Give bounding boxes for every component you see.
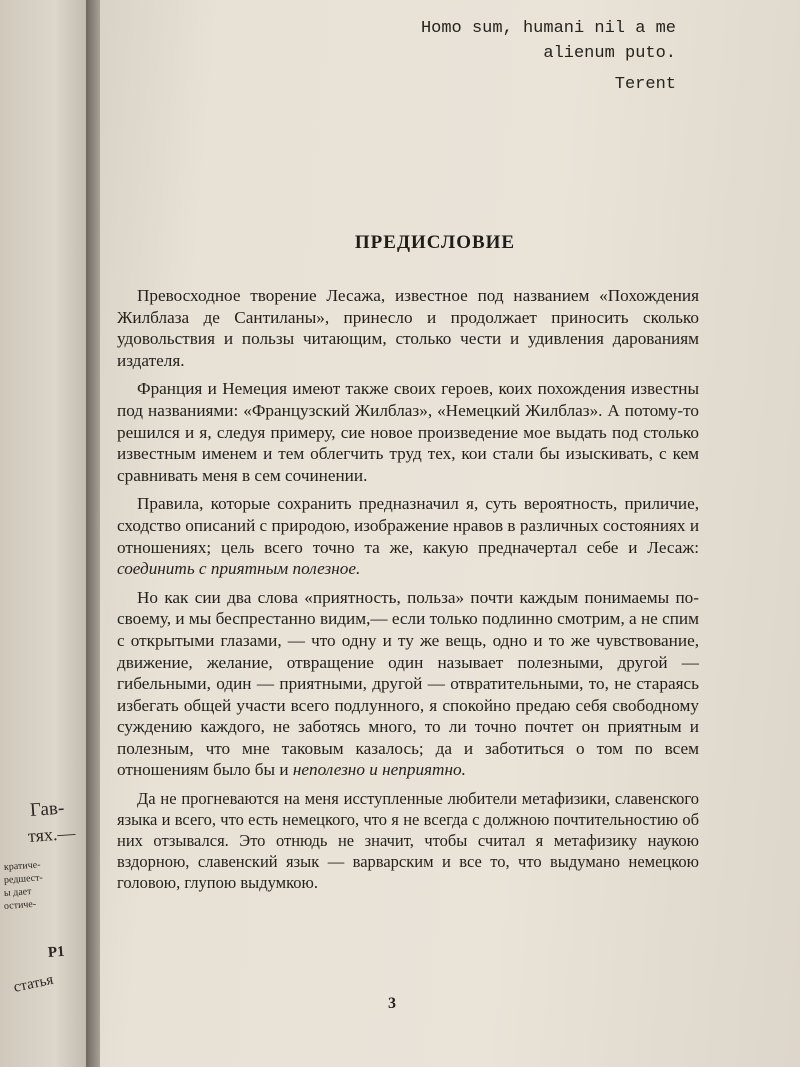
paragraph: Франция и Немеция имеют также своих героев, коих похождения известны под названиями: «Французский Жилблаз», «Немецкий Жилблаз». А потому-то решился и я, следуя примеру, сие новое произведение мое выдать под столько известным именем и тем облегчить труд тех, кои стали бы изыскивать, с кем сравнивать меня в сем сочинении. <box>117 379 699 485</box>
paragraph-text: Но как сии два слова «приятность, польза» почти каждым понимаемы по-своему, и мы беспрестанно видим,— если только подлинно смотрим, а не спим с открытыми глазами, — что одну и ту же вещь, одно и то же чувствование, движение, желание, отвращение один называет полезными, другой — гибельными, один — приятными, другой — отвратительными, то, не стараясь избегать общей участи всего подлунного, я спокойно предаю себя свободному суждению каждого, не заботясь много, то ли точно почтет он приятным и полезным, что мне таковым казалось; да и заботиться о том по всем отношениям было бы и <box>117 587 699 780</box>
left-page-fragment: редшест- <box>3 872 44 886</box>
epigraph <box>421 16 676 97</box>
paragraph: Превосходное творение Лесажа, известное под названием «Похождения Жилблаза де Сантиланы», принесло и продолжает приносить сколько удовольствия и пользы читающим, столько чести и удивления дарованиям издателя. <box>117 286 699 370</box>
left-page-fragment: тях.— <box>27 822 76 846</box>
left-page-fragment: ы дает <box>3 886 32 899</box>
page-number: 3 <box>388 995 396 1012</box>
book-page <box>100 0 800 1067</box>
paragraph-text: Правила, которые сохранить предназначил я, суть вероятность, приличие, сходство описаний с природою, изображение нравов в различных состояниях и отношениях; цель всего точно та же, какую предначертал себе и Лесаж: <box>117 494 700 557</box>
preface-body <box>117 285 699 900</box>
paragraph <box>117 587 699 781</box>
paragraph <box>117 493 699 579</box>
epigraph-line: Homo sum, humani nil a me <box>420 19 676 38</box>
italic-phrase: соединить с приятным полезное. <box>117 559 361 579</box>
left-page-fragment: кратиче- <box>3 859 41 873</box>
italic-phrase: неполезно и неприятно. <box>292 760 466 780</box>
paragraph: Да не прогневаются на меня исступленные любители метафизики, славенского языка и всего, что есть немецкого, что я не всегда с должною почтительностию об них отзывался. Это отнюдь не значит, чтобы считал я метафизику наукою вздорною, славенский язык — варварским и все то, что выдумано немецкою головою, глупою выдумкою. <box>117 789 699 893</box>
epigraph-author: Terent <box>614 75 676 94</box>
page-title: ПРЕДИСЛОВИЕ <box>354 232 516 253</box>
left-page-fragment: Гав- <box>29 797 65 821</box>
epigraph-line: alienum puto. <box>543 44 676 63</box>
left-page-fragment: Р1 <box>47 943 66 961</box>
left-page-edge <box>0 0 92 1067</box>
left-page-fragment: статья <box>12 971 55 996</box>
left-page-fragment: остиче- <box>3 898 37 912</box>
